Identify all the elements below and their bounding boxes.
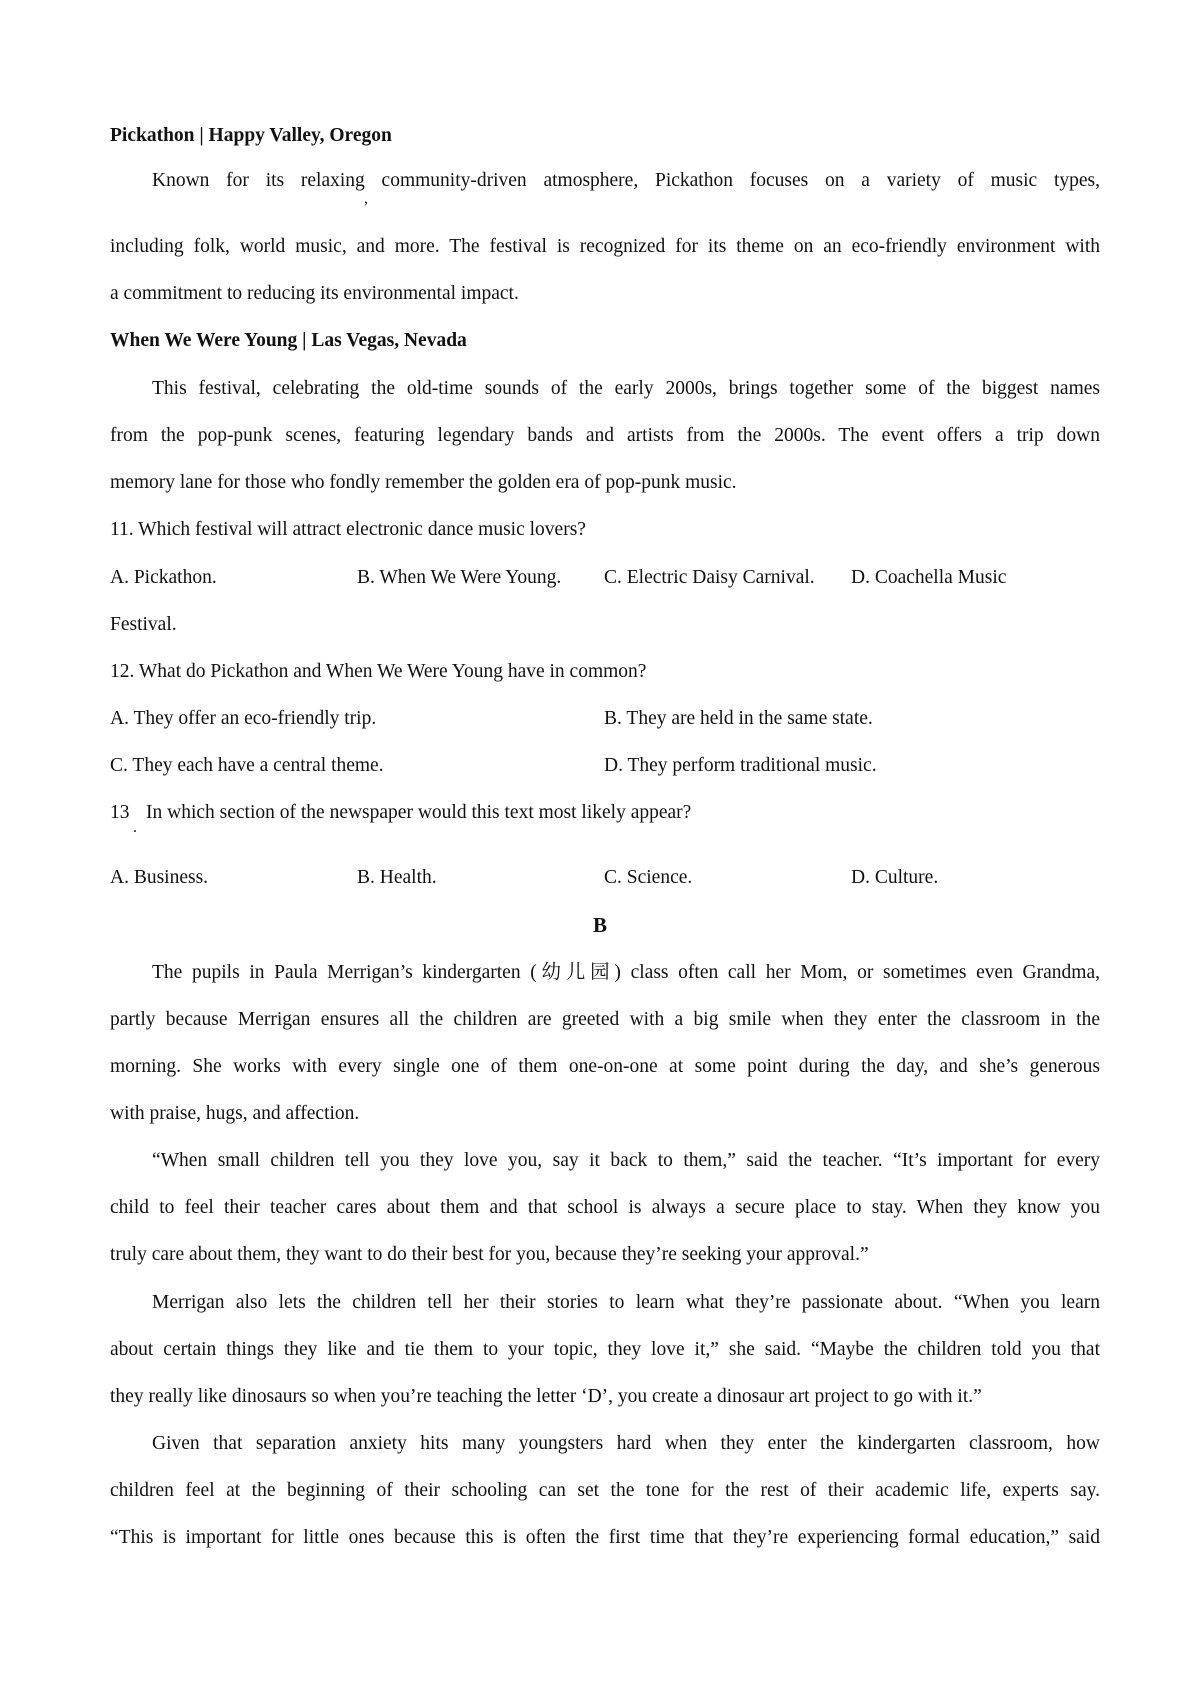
paragraph-line: The pupils in Paula Merrigan’s kindergarten (幼儿园) class often call her Mom, or sometimes even Grandma, — [152, 962, 1100, 983]
paragraph-line: morning. She works with every single one of them one-on-one at some point during the day, and she’s generous — [110, 1056, 1100, 1077]
paragraph-line: including folk, world music, and more. The festival is recognized for its theme on an eco-friendly environment with — [110, 236, 1100, 257]
paragraph-line: Merrigan also lets the children tell her their stories to learn what they’re passionate about. “When you learn — [152, 1292, 1100, 1313]
paragraph-line: truly care about them, they want to do their best for you, because they’re seeking your approval.” — [110, 1244, 869, 1265]
paragraph-line: “This is important for little ones because this is often the first time that they’re experiencing formal education,” said — [110, 1527, 1100, 1548]
question-13-option-c: C. Science. — [604, 867, 693, 888]
festival-heading-pickathon: Pickathon | Happy Valley, Oregon — [110, 125, 392, 146]
question-13-stem: In which section of the newspaper would this text most likely appear? — [146, 802, 692, 823]
paragraph-line: child to feel their teacher cares about them and that school is always a secure place to stay. When they know you — [110, 1197, 1100, 1218]
paragraph-line: memory lane for those who fondly remember the golden era of pop-punk music. — [110, 472, 737, 493]
paragraph-line: with praise, hugs, and affection. — [110, 1103, 360, 1124]
question-13-option-d: D. Culture. — [851, 867, 939, 888]
question-11-option-a: A. Pickathon. — [110, 567, 217, 588]
question-13-number: 13 — [110, 802, 130, 823]
paragraph-line: a commitment to reducing its environmental impact. — [110, 283, 519, 304]
paragraph-line: children feel at the beginning of their schooling can set the tone for the rest of their academic life, experts say. — [110, 1480, 1100, 1501]
paragraph-line: This festival, celebrating the old-time sounds of the early 2000s, brings together some of the biggest names — [152, 378, 1100, 399]
question-11-option-d: D. Coachella Music — [851, 567, 1007, 588]
paragraph-line: Given that separation anxiety hits many youngsters hard when they enter the kindergarten classroom, how — [152, 1433, 1100, 1454]
question-12-option-c: C. They each have a central theme. — [110, 755, 384, 776]
paragraph-line: about certain things they like and tie them to your topic, they love it,” she said. “Maybe the children told you that — [110, 1339, 1100, 1360]
section-b-heading: B — [592, 913, 607, 937]
paragraph-line: partly because Merrigan ensures all the children are greeted with a big smile when they enter the classroom in the — [110, 1009, 1100, 1030]
paragraph-line: they really like dinosaurs so when you’re teaching the letter ‘D’, you create a dinosaur art project to go with it.” — [110, 1386, 982, 1407]
question-13-option-a: A. Business. — [110, 867, 209, 888]
stray-comma-mark: , — [364, 190, 368, 207]
question-11-option-c: C. Electric Daisy Carnival. — [604, 567, 815, 588]
paragraph-line: “When small children tell you they love you, say it back to them,” said the teacher. “It’s important for every — [152, 1150, 1100, 1171]
question-13-option-b: B. Health. — [357, 867, 437, 888]
question-11-option-b: B. When We Were Young. — [357, 567, 562, 588]
paragraph-line: from the pop-punk scenes, featuring legendary bands and artists from the 2000s. The event offers a trip down — [110, 425, 1100, 446]
question-12-option-b: B. They are held in the same state. — [604, 708, 873, 729]
question-11-stem: 11. Which festival will attract electronic dance music lovers? — [110, 519, 586, 540]
question-11-option-d-wrap: Festival. — [110, 614, 177, 635]
question-12-option-a: A. They offer an eco-friendly trip. — [110, 708, 377, 729]
stray-period-mark: . — [133, 819, 137, 836]
question-12-stem: 12. What do Pickathon and When We Were Young have in common? — [110, 661, 647, 682]
question-12-option-d: D. They perform traditional music. — [604, 755, 877, 776]
festival-heading-when-we-were-young: When We Were Young | Las Vegas, Nevada — [110, 330, 467, 351]
paragraph-line: Known for its relaxing community-driven atmosphere, Pickathon focuses on a variety of music types, — [152, 170, 1100, 191]
